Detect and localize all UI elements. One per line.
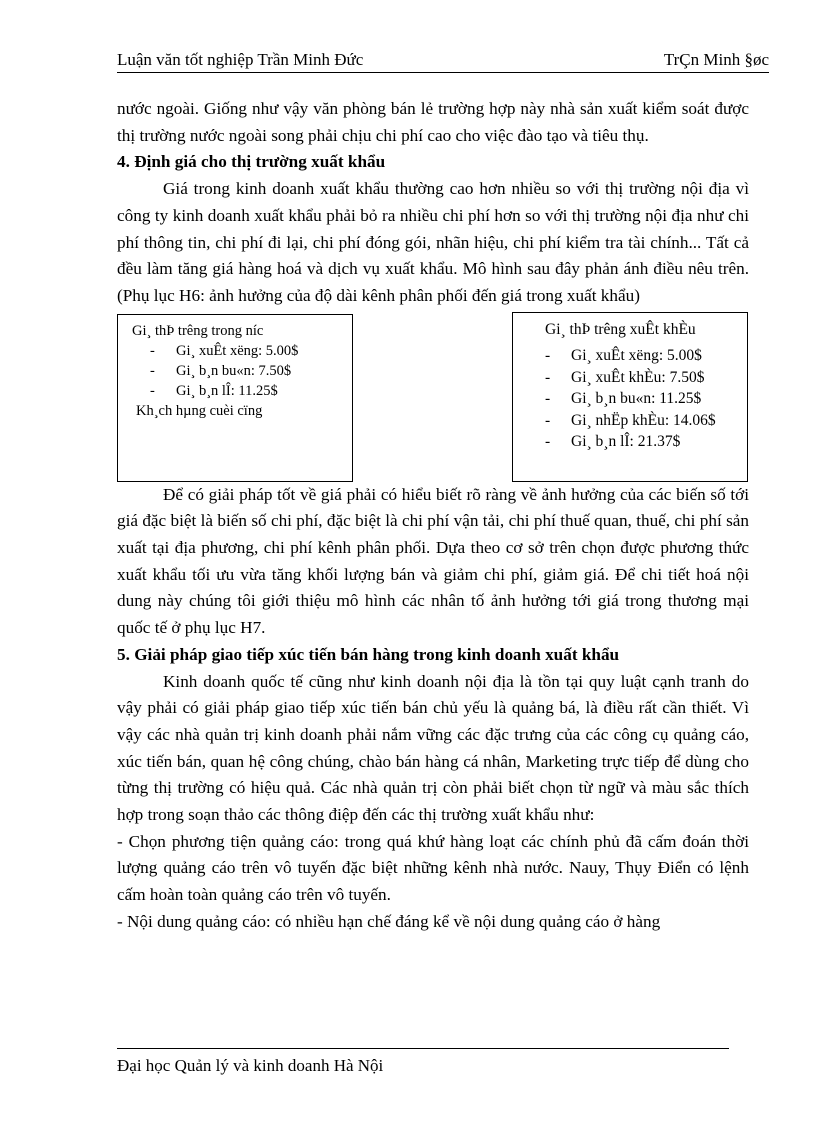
bullet-advertising-media: - Chọn phương tiện quảng cáo: trong quá khứ hàng loạt các chính phủ đã cấm đoán thời lượng quảng cáo trên vô tuyến đặc biệt những kênh nhà nước. Nauy, Thụy Điển có lệnh cấm hoàn toàn quảng cáo trên vô tuyến. [117, 831, 749, 905]
dash-marker: - [545, 390, 551, 408]
dash-marker: - [150, 382, 155, 399]
dash-marker: - [545, 411, 551, 429]
page-content [117, 96, 749, 936]
domestic-box-title: Gi¸ thÞ trêng trong níc [132, 322, 264, 339]
bullet-advertising-content: - Nội dung quảng cáo: có nhiều hạn chế đáng kể về nội dung quảng cáo ở hàng [117, 911, 661, 931]
domestic-price-box [117, 314, 353, 482]
list-item: - Gi¸ xuÊt khÈu: 7.50$ [513, 367, 747, 389]
section-heading-5: 5. Giải pháp giao tiếp xúc tiến bán hàng trong kinh doanh xuất khẩu [117, 644, 620, 664]
paragraph-continuation: nước ngoài. Giống như vậy văn phòng bán lẻ trường hợp này nhà sản xuất kiểm soát được thị trường nước ngoài song phải chịu chi phí cao cho việc đào tạo và tiêu thụ. [117, 99, 749, 145]
domestic-price-list [118, 341, 352, 401]
footer-university: Đại học Quản lý và kinh doanh Hà Nội [117, 1056, 384, 1075]
price-comparison-diagram [117, 312, 749, 482]
domestic-box-footer: Kh¸ch hµng cuèi cïng [136, 402, 263, 419]
dash-marker: - [545, 433, 551, 451]
export-price-list [513, 345, 747, 453]
dash-marker: - [150, 342, 155, 359]
page-footer [117, 1048, 729, 1076]
dash-marker: - [545, 347, 551, 365]
page-header [117, 48, 769, 73]
list-item: - Gi¸ b¸n lÎ: 21.37$ [513, 431, 747, 453]
header-right-author: TrÇn Minh §øc [663, 50, 769, 69]
dash-marker: - [545, 368, 551, 386]
dash-marker: - [150, 362, 155, 379]
list-item: - Gi¸ nhËp khÈu: 14.06$ [513, 410, 747, 432]
list-item: - Gi¸ b¸n bu«n: 7.50$ [150, 362, 292, 379]
list-item: - Gi¸ b¸n bu«n: 11.25$ [513, 388, 747, 410]
list-item: - Gi¸ xuÊt xëng: 5.00$ [150, 342, 299, 359]
section-heading-4: 4. Định giá cho thị trường xuất khẩu [117, 152, 386, 172]
paragraph-promotion: Kinh doanh quốc tế cũng như kinh doanh nội địa là tồn tại quy luật cạnh tranh do vậy phải có giải pháp giao tiếp xúc tiến bán chủ yếu là quảng bá, là điều rất cần thiết. Vì vậy các nhà quản trị kinh doanh phải nắm vững các đặc trưng của các công cụ quảng cáo, xúc tiến bán, quan hệ công chúng, chào bán hàng cá nhân, Marketing trực tiếp để dùng cho từng thị trường có hiệu quả. Các nhà quản trị còn phải biết chọn từ ngữ và màu sắc thích hợp trong soạn thảo các thông điệp đến các thị trường xuất khẩu như: [117, 671, 749, 825]
export-price-box [512, 312, 748, 482]
paragraph-price-solution: Để có giải pháp tốt về giá phải có hiểu biết rõ ràng về ảnh hưởng của các biến số tới giá đặc biệt là biến số chi phí, đặc biệt là chi phí vận tải, chi phí thuế quan, thuế, chi phí sản xuất tại địa phương, chi phí kênh phân phối. Dựa theo cơ sở trên chọn được phương thức xuất khẩu tối ưu vừa tăng khối lượng bán và giảm chi phí, giảm giá. Để chi tiết hoá nội dung này chúng tôi giới thiệu mô hình các nhân tố ảnh hưởng tới giá trong thương mại quốc tế ở phụ lục H7. [117, 484, 749, 638]
list-item: - Gi¸ b¸n lÎ: 11.25$ [150, 382, 278, 399]
paragraph-pricing: Giá trong kinh doanh xuất khẩu thường cao hơn nhiều so với thị trường nội địa vì công ty kinh doanh xuất khẩu phải bỏ ra nhiều chi phí hơn so với thị trường nội địa như chi phí thông tin, chi phí đi lại, chi phí đóng gói, nhãn hiệu, chi phí kiểm tra tài chính... Tất cả đều làm tăng giá hàng hoá và dịch vụ xuất khẩu. Mô hình sau đây phản ánh điều nêu trên. (Phụ lục H6: ảnh hưởng của độ dài kênh phân phối đến giá trong xuất khẩu) [117, 179, 749, 305]
list-item: - Gi¸ xuÊt xëng: 5.00$ [513, 345, 747, 367]
header-left-title: Luận văn tốt nghiệp Trần Minh Đức [117, 50, 364, 69]
export-box-title: Gi¸ thÞ trêng xuÊt khÈu [545, 320, 696, 338]
